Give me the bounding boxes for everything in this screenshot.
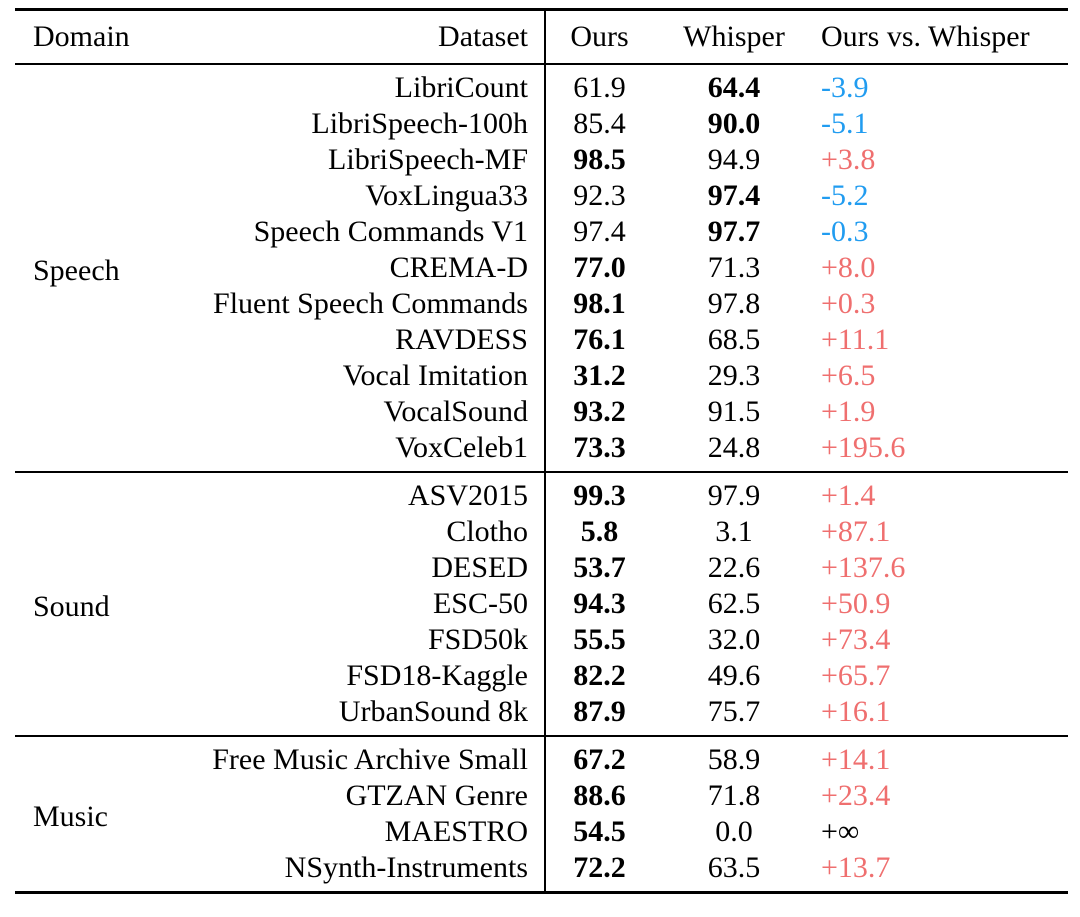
whisper-score: 71.8 (707, 779, 761, 812)
delta-value: +73.4 (821, 623, 891, 656)
ours-score: 61.9 (573, 71, 626, 104)
table-row (15, 514, 1068, 550)
table-row (15, 694, 1068, 736)
col-header-dataset: Dataset (155, 10, 545, 65)
col-header-ours: Ours (545, 10, 653, 65)
delta-value: +137.6 (821, 551, 906, 584)
dataset-name: Clotho (155, 514, 545, 550)
table-row (15, 586, 1068, 622)
delta-value: +∞ (821, 815, 860, 848)
whisper-score: 3.1 (715, 515, 753, 548)
ours-score: 99.3 (573, 479, 626, 512)
delta-value: +13.7 (821, 851, 891, 884)
dataset-name: LibriSpeech-MF (155, 142, 545, 178)
whisper-score: 97.8 (707, 287, 761, 320)
ours-score: 82.2 (573, 659, 626, 692)
table-row (15, 106, 1068, 142)
ours-score: 53.7 (573, 551, 626, 584)
dataset-name: Speech Commands V1 (155, 214, 545, 250)
delta-value: +50.9 (821, 587, 891, 620)
table-row (15, 814, 1068, 850)
dataset-name: VoxLingua33 (155, 178, 545, 214)
dataset-name: Fluent Speech Commands (155, 286, 545, 322)
whisper-score: 63.5 (707, 851, 761, 884)
table-row (15, 142, 1068, 178)
whisper-score: 94.9 (707, 143, 761, 176)
whisper-score: 91.5 (707, 395, 761, 428)
ours-score: 67.2 (573, 743, 626, 776)
dataset-name: Free Music Archive Small (155, 736, 545, 778)
delta-value: -5.1 (821, 107, 869, 140)
table-row (15, 472, 1068, 514)
dataset-name: ESC-50 (155, 586, 545, 622)
domain-label: Sound (33, 589, 110, 623)
delta-value: +23.4 (821, 779, 891, 812)
col-header-delta: Ours vs. Whisper (815, 10, 1068, 65)
ours-score: 5.8 (580, 515, 619, 548)
whisper-score: 64.4 (707, 71, 761, 104)
whisper-score: 62.5 (707, 587, 761, 620)
table-header (15, 10, 1068, 65)
ours-score: 97.4 (573, 215, 626, 248)
ours-score: 54.5 (573, 815, 626, 848)
delta-value: +8.0 (821, 251, 876, 284)
table-row (15, 736, 1068, 778)
table-row (15, 622, 1068, 658)
table-row (15, 550, 1068, 586)
table-row (15, 250, 1068, 286)
whisper-score: 71.3 (707, 251, 761, 284)
dataset-name: DESED (155, 550, 545, 586)
table-row (15, 358, 1068, 394)
table-row (15, 658, 1068, 694)
ours-score: 93.2 (573, 395, 626, 428)
delta-value: +14.1 (821, 743, 891, 776)
dataset-name: Vocal Imitation (155, 358, 545, 394)
ours-score: 72.2 (573, 851, 626, 884)
delta-value: +0.3 (821, 287, 876, 320)
domain-group-sound (15, 472, 1068, 736)
dataset-name: VoxCeleb1 (155, 430, 545, 472)
ours-score: 31.2 (573, 359, 626, 392)
delta-value: +6.5 (821, 359, 876, 392)
dataset-name: LibriSpeech-100h (155, 106, 545, 142)
ours-score: 77.0 (573, 251, 626, 284)
whisper-score: 22.6 (707, 551, 761, 584)
whisper-score: 0.0 (715, 815, 753, 848)
whisper-score: 90.0 (707, 107, 761, 140)
delta-value: +87.1 (821, 515, 891, 548)
delta-value: +1.9 (821, 395, 876, 428)
table-row (15, 64, 1068, 106)
header-row (15, 10, 1068, 65)
delta-value: +65.7 (821, 659, 891, 692)
dataset-name: NSynth-Instruments (155, 850, 545, 893)
table-row (15, 178, 1068, 214)
ours-score: 98.5 (573, 143, 626, 176)
table-row (15, 430, 1068, 472)
ours-score: 76.1 (573, 323, 626, 356)
dataset-name: RAVDESS (155, 322, 545, 358)
whisper-score: 97.9 (707, 479, 761, 512)
whisper-score: 49.6 (707, 659, 761, 692)
dataset-name: FSD18-Kaggle (155, 658, 545, 694)
ours-score: 94.3 (573, 587, 626, 620)
ours-score: 73.3 (573, 431, 626, 464)
table-row (15, 214, 1068, 250)
ours-score: 55.5 (573, 623, 626, 656)
col-header-domain: Domain (15, 10, 155, 65)
table-row (15, 850, 1068, 893)
delta-value: +1.4 (821, 479, 876, 512)
dataset-name: MAESTRO (155, 814, 545, 850)
whisper-score: 29.3 (707, 359, 761, 392)
ours-score: 85.4 (573, 107, 626, 140)
delta-value: +3.8 (821, 143, 876, 176)
whisper-score: 75.7 (707, 695, 761, 728)
whisper-score: 24.8 (707, 431, 761, 464)
domain-label: Speech (33, 253, 120, 287)
ours-score: 88.6 (573, 779, 626, 812)
delta-value: +11.1 (821, 323, 890, 356)
dataset-name: FSD50k (155, 622, 545, 658)
whisper-score: 97.4 (707, 179, 761, 212)
dataset-name: GTZAN Genre (155, 778, 545, 814)
table-row (15, 394, 1068, 430)
dataset-name: VocalSound (155, 394, 545, 430)
domain-group-music (15, 736, 1068, 893)
whisper-score: 97.7 (707, 215, 761, 248)
ours-score: 98.1 (573, 287, 626, 320)
table-row (15, 778, 1068, 814)
whisper-score: 58.9 (707, 743, 761, 776)
ours-score: 92.3 (573, 179, 626, 212)
whisper-score: 32.0 (707, 623, 761, 656)
delta-value: +16.1 (821, 695, 891, 728)
results-table (15, 8, 1068, 894)
delta-value: -0.3 (821, 215, 869, 248)
ours-score: 87.9 (573, 695, 626, 728)
table-row (15, 322, 1068, 358)
dataset-name: UrbanSound 8k (155, 694, 545, 736)
dataset-name: LibriCount (155, 64, 545, 106)
delta-value: +195.6 (821, 431, 906, 464)
whisper-score: 68.5 (707, 323, 761, 356)
delta-value: -3.9 (821, 71, 869, 104)
domain-group-speech (15, 64, 1068, 472)
delta-value: -5.2 (821, 179, 869, 212)
dataset-name: ASV2015 (155, 472, 545, 514)
dataset-name: CREMA-D (155, 250, 545, 286)
col-header-whisper: Whisper (653, 10, 815, 65)
domain-label: Music (33, 799, 108, 833)
table-row (15, 286, 1068, 322)
